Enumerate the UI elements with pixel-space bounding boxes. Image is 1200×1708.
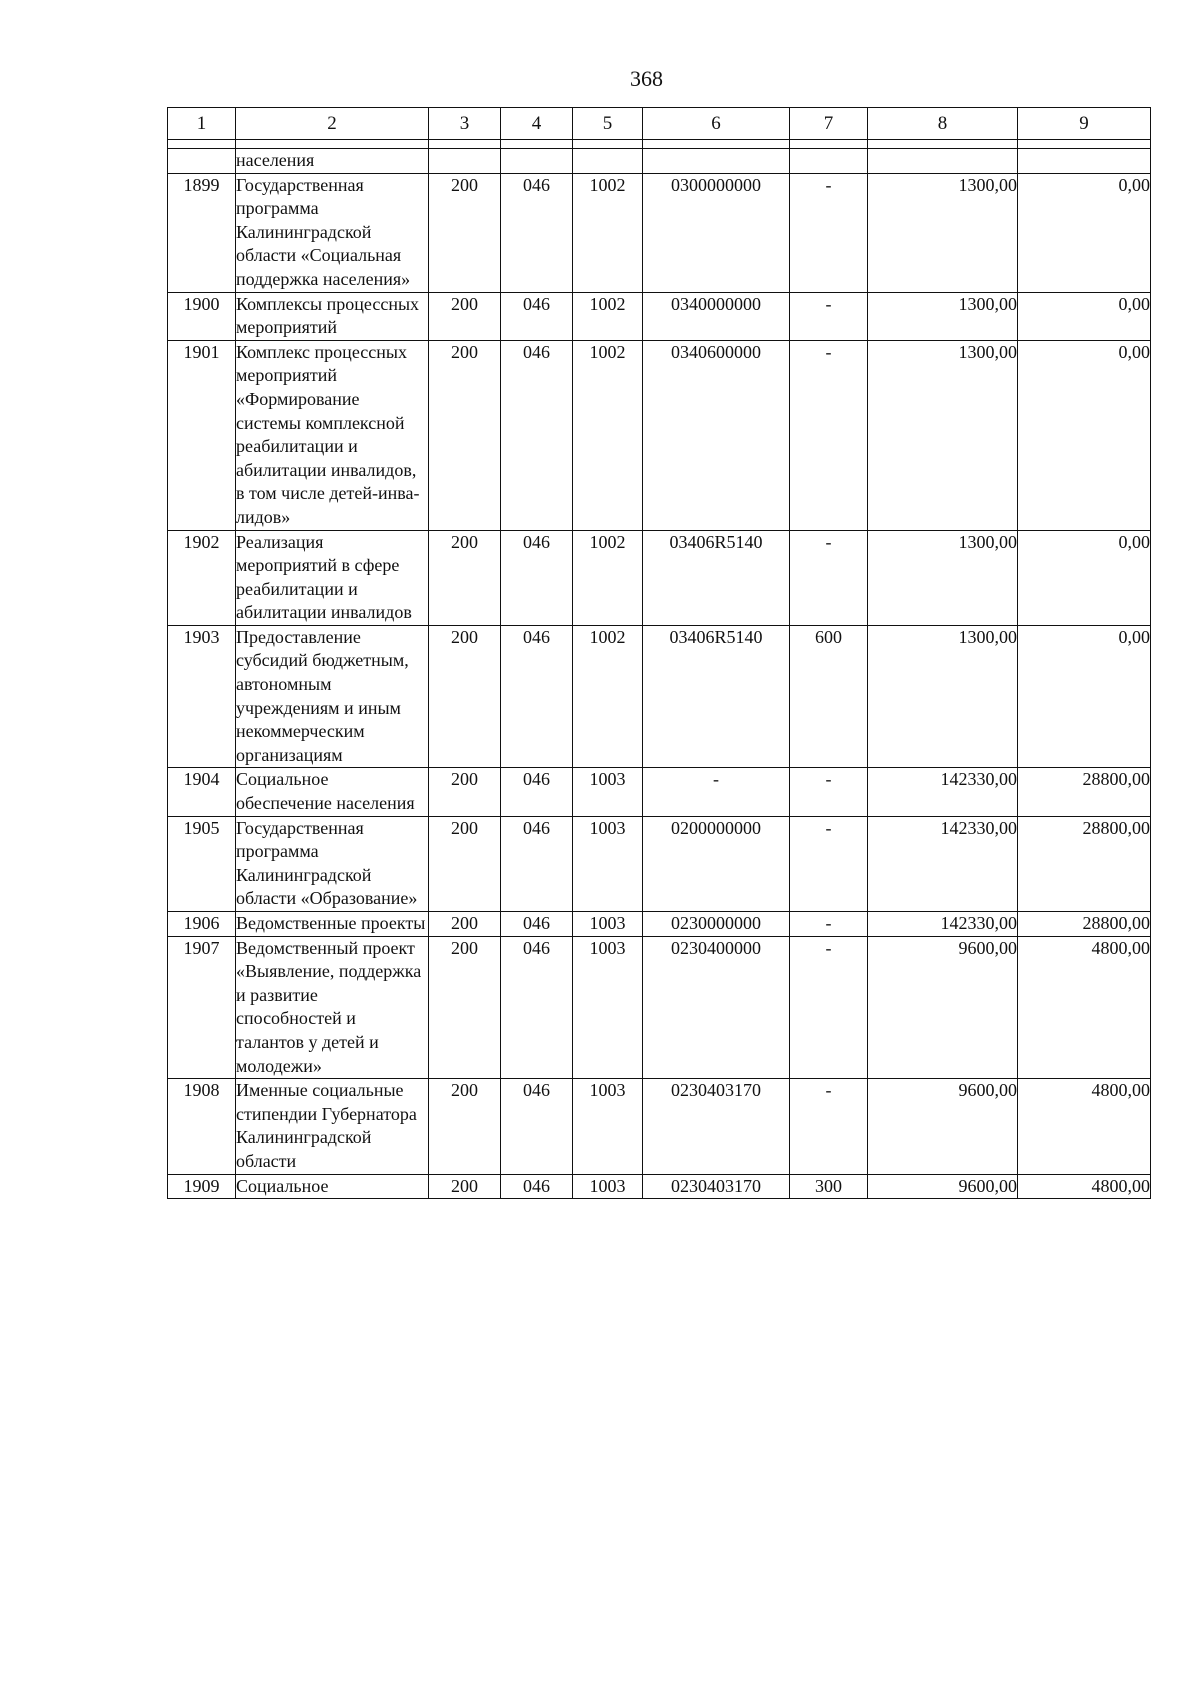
- row-col7: -: [790, 1079, 868, 1174]
- row-col7: -: [790, 530, 868, 625]
- row-col6: 0300000000: [643, 173, 790, 292]
- row-col9: 0,00: [1018, 530, 1151, 625]
- row-col6: 03406R5140: [643, 530, 790, 625]
- row-col3: 200: [429, 816, 501, 911]
- header-cell-5: 5: [573, 108, 643, 140]
- row-col5: 1003: [573, 912, 643, 937]
- row-col8: 9600,00: [868, 936, 1018, 1079]
- row-col7: -: [790, 768, 868, 816]
- row-col8: 1300,00: [868, 530, 1018, 625]
- row-col6: 03406R5140: [643, 625, 790, 768]
- row-name: Социальное обеспечение населения: [236, 768, 429, 816]
- header-cell-4: 4: [501, 108, 573, 140]
- header-cell-6: 6: [643, 108, 790, 140]
- row-col8: 142330,00: [868, 912, 1018, 937]
- row-col6: 0340000000: [643, 292, 790, 340]
- row-col4: 046: [501, 1174, 573, 1199]
- row-col4: 046: [501, 625, 573, 768]
- row-col9: 28800,00: [1018, 912, 1151, 937]
- table-row: [168, 530, 1151, 625]
- row-name: Комплекс процессных мероприятий «Формирование системы комплексной реабилитации и абилитации инвалидов, в том числе детей-инва-лидов»: [236, 340, 429, 530]
- row-col8: 9600,00: [868, 1174, 1018, 1199]
- row-col6: 0230400000: [643, 936, 790, 1079]
- header-cell-3: 3: [429, 108, 501, 140]
- header-cell-9: 9: [1018, 108, 1151, 140]
- row-col4: 046: [501, 816, 573, 911]
- row-col3: 200: [429, 292, 501, 340]
- row-col6: -: [643, 768, 790, 816]
- header-row: [168, 108, 1151, 140]
- row-col3: 200: [429, 1079, 501, 1174]
- row-col4: 046: [501, 1079, 573, 1174]
- continuation-row: [168, 149, 1151, 174]
- row-col4: 046: [501, 340, 573, 530]
- row-col3: 200: [429, 340, 501, 530]
- row-number: 1908: [168, 1079, 236, 1174]
- row-col5: 1003: [573, 816, 643, 911]
- row-col8: 1300,00: [868, 625, 1018, 768]
- row-col4: 046: [501, 173, 573, 292]
- row-col3: 200: [429, 625, 501, 768]
- continuation-text: населения: [236, 149, 429, 174]
- header-cell-1: 1: [168, 108, 236, 140]
- row-col8: 1300,00: [868, 173, 1018, 292]
- row-number: 1903: [168, 625, 236, 768]
- row-col6: 0230403170: [643, 1079, 790, 1174]
- row-col3: 200: [429, 912, 501, 937]
- row-number: 1899: [168, 173, 236, 292]
- row-col5: 1003: [573, 1174, 643, 1199]
- row-col9: 0,00: [1018, 173, 1151, 292]
- header-cell-2: 2: [236, 108, 429, 140]
- row-col4: 046: [501, 292, 573, 340]
- row-col9: 28800,00: [1018, 768, 1151, 816]
- row-col7: -: [790, 912, 868, 937]
- row-number: 1902: [168, 530, 236, 625]
- row-col7: -: [790, 173, 868, 292]
- row-col4: 046: [501, 530, 573, 625]
- row-number: 1909: [168, 1174, 236, 1199]
- table-row: [168, 912, 1151, 937]
- row-name: Комплексы процессных мероприятий: [236, 292, 429, 340]
- row-col5: 1002: [573, 292, 643, 340]
- header-cell-7: 7: [790, 108, 868, 140]
- row-col4: 046: [501, 912, 573, 937]
- row-col4: 046: [501, 768, 573, 816]
- row-col3: 200: [429, 173, 501, 292]
- table-row: [168, 292, 1151, 340]
- row-col7: 600: [790, 625, 868, 768]
- table-row: [168, 173, 1151, 292]
- table-row: [168, 1174, 1151, 1199]
- row-number: 1906: [168, 912, 236, 937]
- row-col6: 0230000000: [643, 912, 790, 937]
- row-col5: 1002: [573, 173, 643, 292]
- row-col8: 142330,00: [868, 816, 1018, 911]
- row-col3: 200: [429, 1174, 501, 1199]
- row-col5: 1002: [573, 530, 643, 625]
- row-number: 1904: [168, 768, 236, 816]
- row-col3: 200: [429, 768, 501, 816]
- page-number: 368: [630, 66, 663, 91]
- row-name: Предоставление субсидий бюджетным, автономным учреждениям и иным некоммерческим организациям: [236, 625, 429, 768]
- row-col6: 0230403170: [643, 1174, 790, 1199]
- row-col9: 0,00: [1018, 292, 1151, 340]
- table-row: [168, 768, 1151, 816]
- row-col6: 0340600000: [643, 340, 790, 530]
- row-name: Социальное: [236, 1174, 429, 1199]
- row-col5: 1002: [573, 625, 643, 768]
- row-col7: 300: [790, 1174, 868, 1199]
- row-col9: 4800,00: [1018, 1174, 1151, 1199]
- row-col8: 1300,00: [868, 292, 1018, 340]
- row-name: Ведомственный проект «Выявление, поддержка и развитие способностей и талантов у детей и молодежи»: [236, 936, 429, 1079]
- row-number: 1905: [168, 816, 236, 911]
- row-col5: 1003: [573, 768, 643, 816]
- row-col7: -: [790, 936, 868, 1079]
- table-row: [168, 816, 1151, 911]
- row-name: Государственная программа Калининградской области «Образование»: [236, 816, 429, 911]
- row-col8: 9600,00: [868, 1079, 1018, 1174]
- table-row: [168, 936, 1151, 1079]
- row-col3: 200: [429, 936, 501, 1079]
- table-row: [168, 625, 1151, 768]
- row-col6: 0200000000: [643, 816, 790, 911]
- row-name: Реализация мероприятий в сфере реабилитации и абилитации инвалидов: [236, 530, 429, 625]
- row-number: 1907: [168, 936, 236, 1079]
- row-name: Именные социальные стипендии Губернатора Калининградской области: [236, 1079, 429, 1174]
- row-col8: 142330,00: [868, 768, 1018, 816]
- spacer-row: [168, 140, 1151, 149]
- row-col5: 1003: [573, 1079, 643, 1174]
- row-name: Государственная программа Калининградской области «Социальная поддержка населения»: [236, 173, 429, 292]
- row-name: Ведомственные проекты: [236, 912, 429, 937]
- row-col9: 0,00: [1018, 625, 1151, 768]
- row-number: 1900: [168, 292, 236, 340]
- row-col9: 4800,00: [1018, 1079, 1151, 1174]
- row-col5: 1003: [573, 936, 643, 1079]
- table-row: [168, 340, 1151, 530]
- budget-table: [167, 107, 1151, 1199]
- row-col7: -: [790, 292, 868, 340]
- row-col9: 4800,00: [1018, 936, 1151, 1079]
- row-col9: 28800,00: [1018, 816, 1151, 911]
- row-col7: -: [790, 816, 868, 911]
- row-col9: 0,00: [1018, 340, 1151, 530]
- row-col8: 1300,00: [868, 340, 1018, 530]
- row-col5: 1002: [573, 340, 643, 530]
- row-col3: 200: [429, 530, 501, 625]
- row-col4: 046: [501, 936, 573, 1079]
- header-cell-8: 8: [868, 108, 1018, 140]
- table-row: [168, 1079, 1151, 1174]
- row-number: 1901: [168, 340, 236, 530]
- row-col7: -: [790, 340, 868, 530]
